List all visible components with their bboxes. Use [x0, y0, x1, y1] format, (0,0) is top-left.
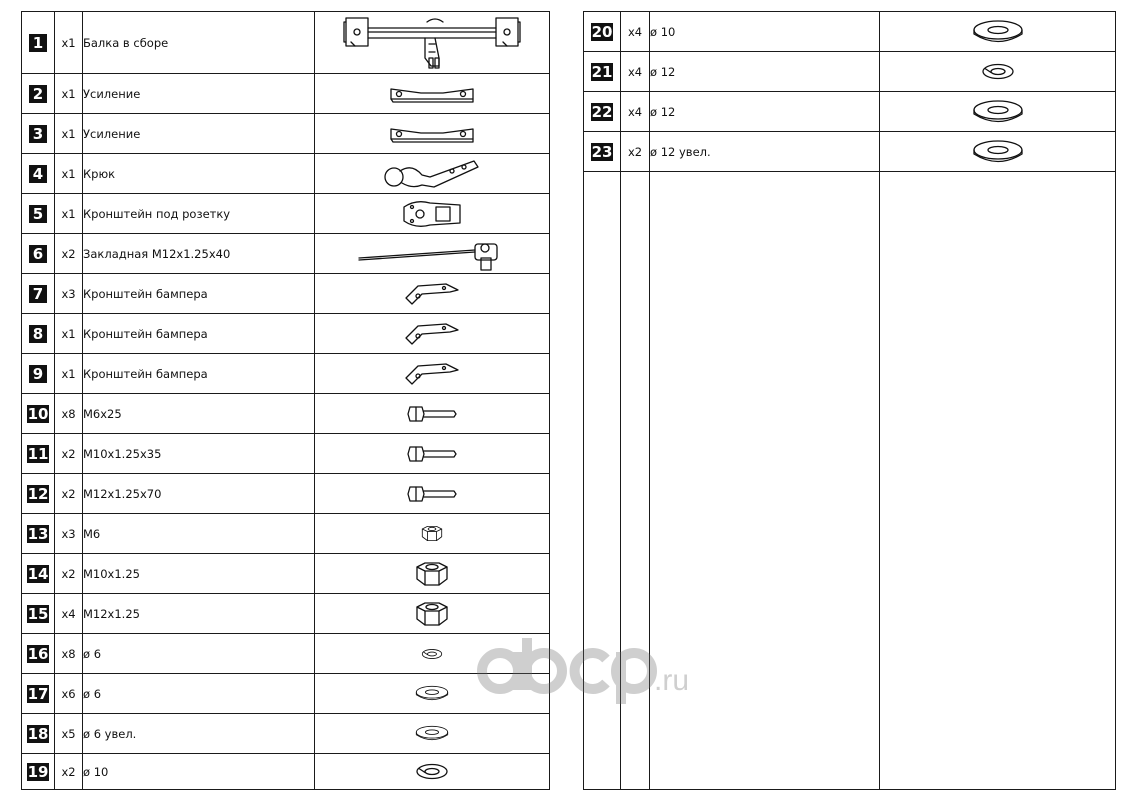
part-quantity: x3 [55, 274, 83, 314]
part-quantity: x1 [55, 154, 83, 194]
part-row [22, 274, 550, 314]
reinforcement-bar-icon [315, 123, 549, 145]
part-name: ø 6 [83, 674, 315, 714]
part-number-cell [22, 74, 55, 114]
part-number-cell [22, 354, 55, 394]
part-name: Балка в сборе [83, 12, 315, 74]
part-number-badge: 20 [591, 22, 613, 41]
part-number-cell [22, 434, 55, 474]
part-number-cell [22, 714, 55, 754]
part-picture-cell [880, 52, 1116, 92]
parts-table-left [21, 11, 550, 790]
flat-washer-icon [315, 725, 549, 742]
part-row [22, 12, 550, 74]
part-row [22, 354, 550, 394]
part-quantity: x2 [55, 554, 83, 594]
part-number-badge: 3 [29, 125, 47, 143]
part-quantity: x4 [621, 52, 650, 92]
part-number-cell [22, 594, 55, 634]
part-number-badge: 23 [591, 142, 613, 161]
part-name: М10х1.25 [83, 554, 315, 594]
part-number-cell [584, 12, 621, 52]
part-quantity: x8 [55, 634, 83, 674]
part-number-cell [22, 474, 55, 514]
bumper-bracket-icon [315, 280, 549, 308]
bolt-icon [315, 403, 549, 425]
part-name: Крюк [83, 154, 315, 194]
part-name: Кронштейн бампера [83, 314, 315, 354]
part-picture-cell [880, 12, 1116, 52]
part-number-cell [22, 274, 55, 314]
part-picture-cell [315, 12, 550, 74]
part-row [22, 514, 550, 554]
part-row [22, 754, 550, 790]
abcp-watermark [476, 638, 690, 704]
beam-assembly-icon [315, 14, 549, 72]
part-name: ø 10 [83, 754, 315, 790]
part-number-badge: 10 [27, 404, 49, 423]
flat-washer-icon [880, 19, 1115, 45]
part-quantity: x4 [621, 12, 650, 52]
hex-nut-icon [315, 525, 549, 542]
part-name: Кронштейн бампера [83, 354, 315, 394]
watermark-domain: .ru [654, 664, 690, 697]
part-quantity: x1 [55, 74, 83, 114]
part-number-cell [22, 754, 55, 790]
part-picture-cell [880, 92, 1116, 132]
part-picture-cell [315, 114, 550, 154]
bumper-bracket-icon [315, 320, 549, 348]
part-number-badge: 1 [29, 34, 47, 52]
part-picture-cell [315, 74, 550, 114]
part-row [22, 114, 550, 154]
part-quantity: x3 [55, 514, 83, 554]
flat-washer-icon [880, 99, 1115, 125]
part-number-cell [22, 554, 55, 594]
part-number-cell [584, 132, 621, 172]
part-picture-cell [315, 274, 550, 314]
part-row [22, 554, 550, 594]
bolt-icon [315, 483, 549, 505]
part-row [22, 154, 550, 194]
part-row [22, 234, 550, 274]
hex-nut-icon [315, 561, 549, 587]
part-quantity: x4 [621, 92, 650, 132]
part-name: ø 12 увел. [650, 132, 880, 172]
part-name: М10х1.25х35 [83, 434, 315, 474]
part-name: Усиление [83, 74, 315, 114]
spring-washer-icon [880, 62, 1115, 81]
part-number-badge: 6 [29, 245, 47, 263]
part-number-badge: 21 [591, 62, 613, 81]
part-picture-cell [315, 474, 550, 514]
part-picture-cell [315, 354, 550, 394]
part-quantity: x1 [55, 114, 83, 154]
part-number-cell [22, 154, 55, 194]
part-row [22, 674, 550, 714]
part-number-badge: 8 [29, 325, 47, 343]
bumper-bracket-icon [315, 360, 549, 388]
part-picture-cell [315, 194, 550, 234]
part-quantity: x2 [621, 132, 650, 172]
part-quantity: x2 [55, 474, 83, 514]
part-picture-cell [315, 394, 550, 434]
embedded-bolt-icon [315, 236, 549, 272]
part-number-cell [22, 114, 55, 154]
part-name: Кронштейн бампера [83, 274, 315, 314]
part-picture-cell [315, 754, 550, 790]
part-name: ø 10 [650, 12, 880, 52]
part-picture-cell [315, 314, 550, 354]
part-number-badge: 15 [27, 604, 49, 623]
part-picture-cell [315, 434, 550, 474]
part-name: Закладная М12х1.25х40 [83, 234, 315, 274]
part-quantity: x1 [55, 12, 83, 74]
part-number-badge: 13 [27, 524, 49, 543]
part-name: М6 [83, 514, 315, 554]
part-number-cell [22, 514, 55, 554]
part-name: Кронштейн под розетку [83, 194, 315, 234]
part-quantity: x2 [55, 754, 83, 790]
hex-nut-icon [315, 601, 549, 627]
part-number-cell [22, 674, 55, 714]
part-number-cell [584, 92, 621, 132]
part-name: ø 6 [83, 634, 315, 674]
part-quantity: x1 [55, 314, 83, 354]
part-number-badge: 5 [29, 205, 47, 223]
part-row [584, 52, 1116, 92]
part-row [22, 714, 550, 754]
flat-washer-icon [880, 139, 1115, 165]
part-quantity: x1 [55, 354, 83, 394]
bolt-icon [315, 443, 549, 465]
part-row [22, 594, 550, 634]
reinforcement-bar-icon [315, 83, 549, 105]
part-name: М12х1.25 [83, 594, 315, 634]
part-number-badge: 22 [591, 102, 613, 121]
part-row [22, 74, 550, 114]
part-quantity: x1 [55, 194, 83, 234]
part-name: ø 12 [650, 52, 880, 92]
part-name: М6х25 [83, 394, 315, 434]
part-row [22, 474, 550, 514]
part-row [584, 92, 1116, 132]
tow-ball-hook-icon [315, 155, 549, 193]
part-name: М12х1.25х70 [83, 474, 315, 514]
part-picture-cell [315, 514, 550, 554]
part-picture-cell [880, 132, 1116, 172]
part-name: ø 6 увел. [83, 714, 315, 754]
part-number-cell [22, 234, 55, 274]
part-row [584, 132, 1116, 172]
part-name: Усиление [83, 114, 315, 154]
part-number-badge: 4 [29, 165, 47, 183]
part-row [22, 434, 550, 474]
part-number-badge: 18 [27, 724, 49, 743]
part-row [22, 314, 550, 354]
part-quantity: x4 [55, 594, 83, 634]
part-picture-cell [315, 714, 550, 754]
part-number-cell [22, 194, 55, 234]
part-picture-cell [315, 234, 550, 274]
part-number-cell [22, 634, 55, 674]
part-number-badge: 16 [27, 644, 49, 663]
part-number-badge: 19 [27, 762, 49, 781]
part-number-badge: 11 [27, 444, 49, 463]
part-quantity: x8 [55, 394, 83, 434]
part-name: ø 12 [650, 92, 880, 132]
part-picture-cell [315, 154, 550, 194]
part-number-badge: 14 [27, 564, 49, 583]
spring-washer-icon [315, 762, 549, 781]
part-number-cell [22, 12, 55, 74]
part-number-cell [584, 52, 621, 92]
part-picture-cell [315, 554, 550, 594]
part-quantity: x5 [55, 714, 83, 754]
part-row [22, 194, 550, 234]
part-row [22, 634, 550, 674]
part-number-badge: 7 [29, 285, 47, 303]
part-quantity: x2 [55, 434, 83, 474]
part-number-badge: 9 [29, 365, 47, 383]
socket-bracket-icon [315, 197, 549, 231]
part-quantity: x2 [55, 234, 83, 274]
part-number-cell [22, 314, 55, 354]
part-picture-cell [315, 594, 550, 634]
part-number-badge: 12 [27, 484, 49, 503]
part-row [22, 394, 550, 434]
part-number-badge: 2 [29, 85, 47, 103]
part-row [584, 12, 1116, 52]
part-quantity: x6 [55, 674, 83, 714]
part-number-badge: 17 [27, 684, 49, 703]
part-number-cell [22, 394, 55, 434]
